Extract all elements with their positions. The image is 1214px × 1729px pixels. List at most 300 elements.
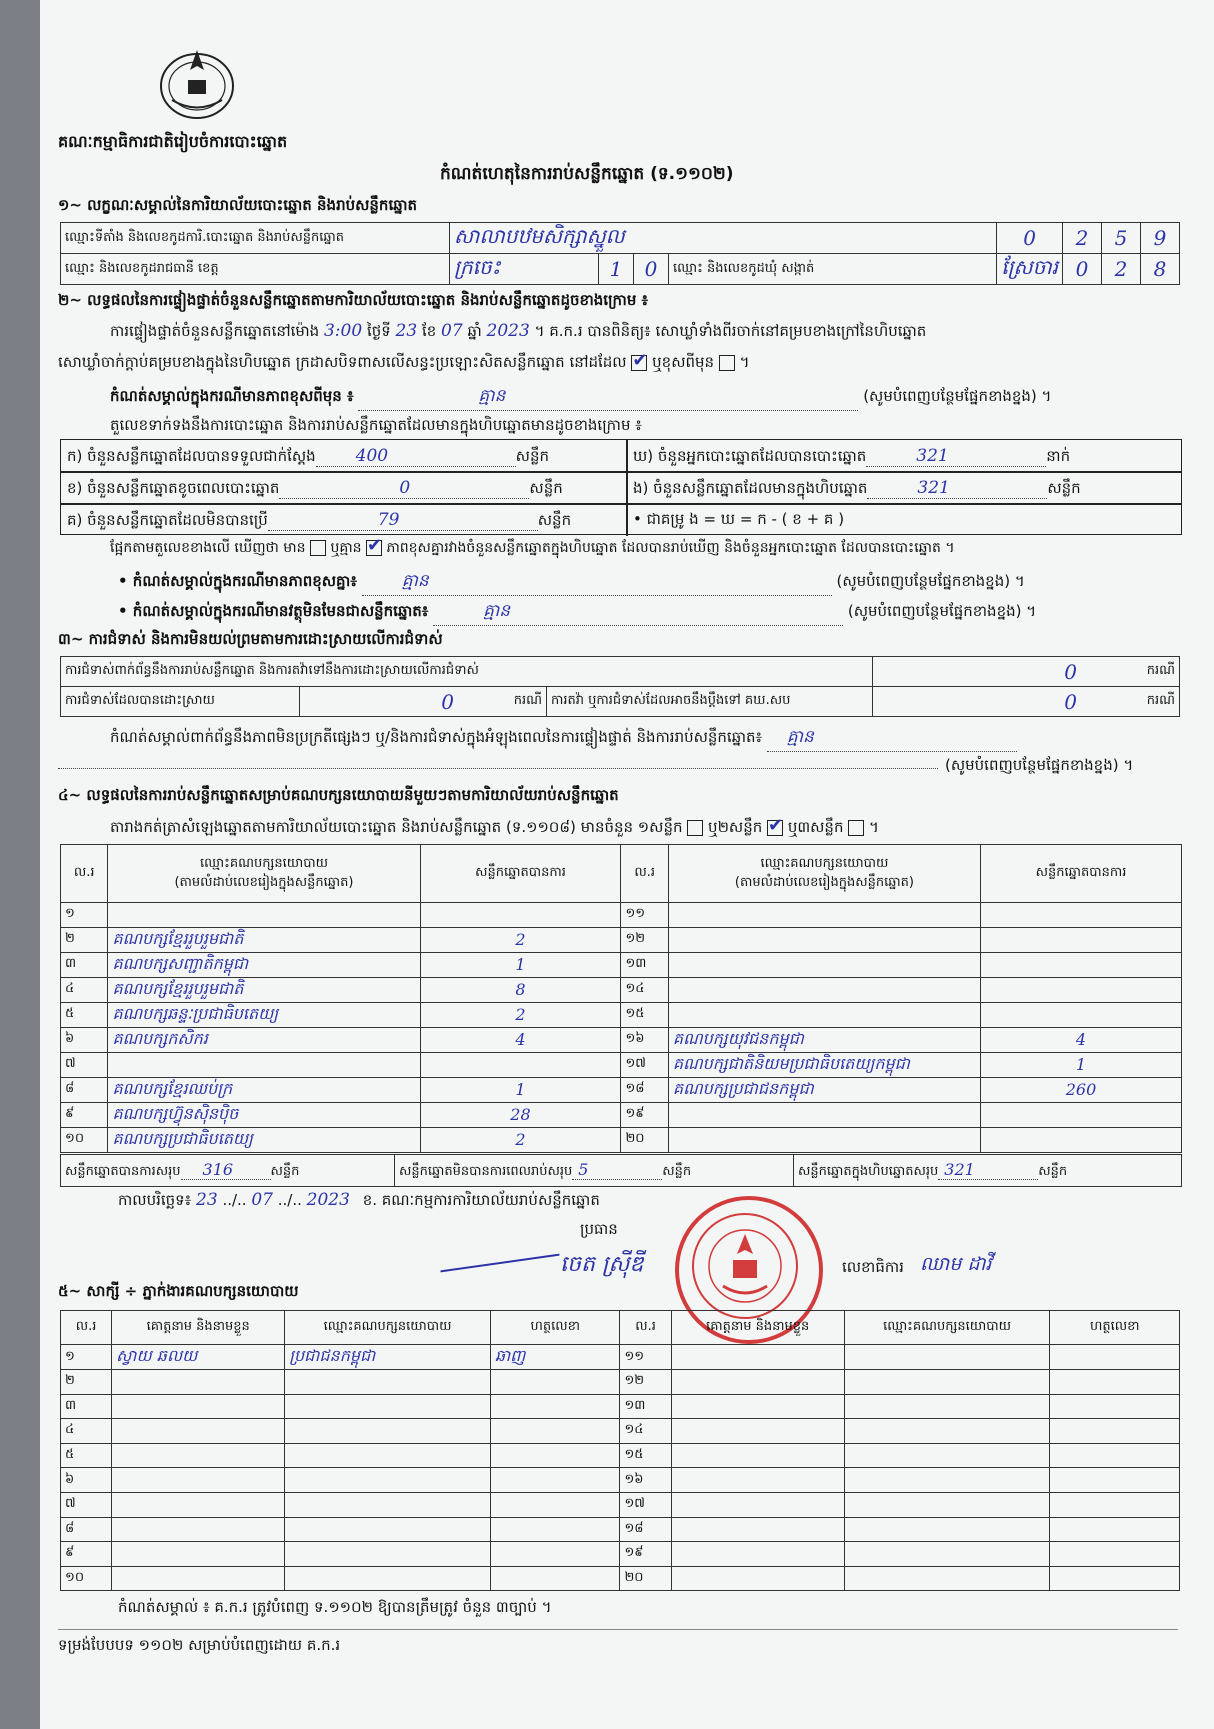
witness-name: [112, 1419, 285, 1444]
unchanged-checkbox[interactable]: [631, 355, 647, 371]
witness-signature: [490, 1419, 620, 1444]
day-label: ថ្ងៃទី: [366, 322, 391, 340]
row-number: ១៦: [620, 1468, 671, 1493]
row-number: ១៤: [620, 1419, 671, 1444]
witness-party: [844, 1345, 1050, 1370]
witness-name: [112, 1394, 285, 1419]
year-label: ឆ្នាំ: [467, 322, 482, 340]
unit-label: សន្លឹក: [1047, 479, 1081, 497]
unit-label: ករណី: [1081, 657, 1180, 687]
station-code-digit: 9: [1141, 223, 1180, 254]
section3-title: ៣~ ការជំទាស់ និងការមិនយល់ព្រមតាមការដោះស្រាយលើការជំទាស់: [58, 630, 443, 648]
witness-party: [844, 1443, 1050, 1468]
party-name: គណបក្សហ៊្វុនស៊ិនប៉ិច: [108, 1102, 420, 1127]
witness-party: [285, 1443, 491, 1468]
witness-signature: [490, 1542, 620, 1567]
numbers-intro: តួលេខទាក់ទងនឹងការបោះឆ្នោត និងការរាប់សន្លឹកឆ្នោតដែលមានក្នុងហិបឆ្នោតមានដូចខាងក្រោម ៖: [110, 416, 642, 434]
row-number: ១២: [621, 927, 668, 952]
station-name-value: សាលាបឋមសិក្សាស្នួល: [450, 223, 997, 254]
col-no-header: ល.រ: [61, 845, 108, 903]
form-note: ទម្រង់បែបបទ ១១០២ សម្រាប់បំពេញដោយ គ.ក.រ: [58, 1636, 341, 1654]
vote-count: 4: [420, 1027, 621, 1052]
fill-hint: (សូមបំពេញបន្ថែមផ្នែកខាងខ្នង) ។: [863, 387, 1052, 405]
voters-label: ឃ) ចំនួនអ្នកបោះឆ្នោតដែលបានបោះឆ្នោត: [633, 447, 867, 465]
difference-note-value: គ្មាន: [401, 571, 429, 591]
total-valid-cell: [61, 1155, 395, 1187]
witness-name: [671, 1492, 844, 1517]
row-number: ៩: [61, 1542, 112, 1567]
object-note-value: គ្មាន: [483, 601, 511, 621]
party-name: គណបក្សកសិករ: [108, 1027, 420, 1052]
date-month: 07: [251, 1190, 273, 1210]
col-party-title: ឈ្មោះគណបក្សនយោបាយ: [760, 855, 889, 871]
received-ballots-row: [67, 446, 549, 469]
witness-name: [112, 1492, 285, 1517]
row-number: ១៣: [621, 952, 668, 977]
row-number: ៥: [61, 1443, 112, 1468]
unit-label: សន្លឹក: [662, 1163, 692, 1179]
station-label: ឈ្មោះទីតាំង និងលេខកូដការិ.បោះឆ្នោត និងរាប់សន្លឹកឆ្នោត: [61, 223, 450, 254]
table-row: [61, 1566, 1180, 1591]
witness-name: [671, 1419, 844, 1444]
station-code-digit: 5: [1102, 223, 1141, 254]
has-difference-checkbox[interactable]: [310, 540, 326, 556]
check-time-value: 3:00: [323, 321, 363, 341]
col-party-title: ឈ្មោះគណបក្សនយោបាយ: [199, 855, 328, 871]
party-name: គណបក្សខ្មែរឈប់ក្រ: [108, 1077, 420, 1102]
row-number: ២: [61, 1370, 112, 1395]
compare-text-c: ភាពខុសគ្នារវាងចំនួនសន្លឹកឆ្នោតក្នុងហិបឆ្នោត ដែលបានរាប់ឃើញ និងចំនួនអ្នកបោះឆ្នោត ដែលបានបោះឆ្នោត ។: [386, 540, 955, 556]
witness-name: [671, 1443, 844, 1468]
unit-label: សន្លឹក: [515, 447, 549, 465]
appeal-value: 0: [873, 687, 1082, 717]
ballot-count-box: [60, 439, 1182, 535]
party-name: គណបក្សយុវជនកម្ពុជា: [668, 1027, 980, 1052]
check-time-text-end: ។ គ.ក.រ បានពិនិត្យ៖ សោឃ្លាំទាំងពីរចាក់នៅគម្របខាងក្រៅនៃហិបឆ្នោត: [534, 322, 927, 340]
vote-count: [980, 903, 1181, 928]
ballots-in-box-row: [633, 478, 1081, 501]
vote-count: [980, 1002, 1181, 1027]
irregularity-note-continuation: [58, 768, 938, 769]
fill-hint: (សូមបំពេញបន្ថែមផ្នែកខាងខ្នង) ។: [836, 572, 1025, 590]
footnote: កំណត់សម្គាល់ ៖ គ.ក.រ ត្រូវបំពេញ ទ.១១០២ ឱ្យបានត្រឹមត្រូវ ចំនួន ៣ច្បាប់ ។: [118, 1598, 552, 1616]
row-number: ១៤: [621, 977, 668, 1002]
row-number: ១៧: [621, 1052, 668, 1077]
table-row: [61, 1468, 1180, 1493]
row-number: ២០: [620, 1566, 671, 1591]
fill-hint: (សូមបំពេញបន្ថែមផ្នែកខាងខ្នង) ។: [847, 602, 1037, 620]
row-number: ៤: [61, 1419, 112, 1444]
irregularity-note-label: កំណត់សម្គាល់ពាក់ព័ន្ធនឹងភាពមិនប្រក្រតីផ្សេងៗ ឬ/និងការជំទាស់ក្នុងអំឡុងពេលនៃការផ្ទៀងផ្ទាត់ និងការរាប់សន្លឹកឆ្នោត៖: [110, 728, 763, 746]
witness-party: [285, 1370, 491, 1395]
witness-signature: [490, 1370, 620, 1395]
nec-emblem-icon: [152, 40, 242, 122]
witness-signature: [1050, 1517, 1180, 1542]
col-party-subtitle: (តាមលំដាប់លេខរៀងក្នុងសន្លឹកឆ្នោត): [734, 874, 914, 890]
year-value: 2023: [486, 321, 530, 341]
date-year: 2023: [306, 1190, 350, 1210]
total-invalid-cell: [395, 1155, 794, 1187]
witness-party: [844, 1394, 1050, 1419]
chair-signature: ចេត ស្រ៊ីឌី: [560, 1252, 644, 1277]
witness-name: [112, 1370, 285, 1395]
row-number: ១៨: [620, 1517, 671, 1542]
col-sign-header: ហត្ថលេខា: [490, 1311, 620, 1345]
witness-signature: [1050, 1542, 1180, 1567]
spoiled-label: ខ) ចំនួនសន្លឹកឆ្នោតខូចពេលបោះឆ្នោត: [67, 479, 280, 497]
party-results-table: [60, 844, 1182, 1153]
row-number: ៣: [61, 952, 108, 977]
vote-count: 260: [980, 1077, 1181, 1102]
witness-signature: ឆាញ: [490, 1345, 620, 1370]
witness-party: [844, 1566, 1050, 1591]
witness-signature: [1050, 1345, 1180, 1370]
unused-ballots-row: [67, 510, 571, 533]
witness-signature: [490, 1492, 620, 1517]
witness-party: [285, 1468, 491, 1493]
col-name-header: គោត្តនាម និងនាមខ្លួន: [112, 1311, 285, 1345]
seal-note-line: [110, 385, 1170, 411]
total-box-cell: [794, 1155, 1182, 1187]
day-value: 23: [395, 321, 418, 341]
formula: • ជាគម្រូ ង = ឃ = ក - ( ខ + គ ): [633, 510, 845, 528]
unit-label: សន្លឹក: [537, 511, 572, 529]
seal-status-text: សោឃ្លាំចាក់ក្ដាប់គម្របខាងក្នុងនៃហិបឆ្នោត ក្រដាសបិទពាសលើសន្ធះប្រឡោះសិតសន្លឹកឆ្នោត នៅដដែល: [58, 353, 627, 371]
vote-count: 1: [420, 1077, 621, 1102]
object-note-line: [118, 600, 1036, 626]
province-code-digit: 1: [599, 254, 634, 285]
two-sheets-label: ឬ២សន្លឹក: [708, 818, 763, 836]
unit-label: នាក់: [1046, 447, 1071, 465]
witness-party: [285, 1492, 491, 1517]
witness-party: [844, 1492, 1050, 1517]
seal-note-value: គ្មាន: [478, 386, 506, 406]
row-number: ១២: [620, 1370, 671, 1395]
station-code-digit: 0: [997, 223, 1063, 254]
compare-line: [110, 538, 955, 559]
vote-count: [420, 1052, 621, 1077]
col-party-subtitle: (តាមលំដាប់លេខរៀងក្នុងសន្លឹកឆ្នោត): [174, 874, 354, 890]
one-sheet-checkbox[interactable]: [687, 820, 703, 836]
vote-count: [980, 927, 1181, 952]
received-value: 400: [355, 446, 389, 466]
difference-note-line: [118, 570, 1025, 596]
col-votes-header: សន្លឹកឆ្នោតបានការ: [980, 845, 1181, 903]
voters-row: [633, 446, 1070, 469]
table-row: [61, 1492, 1180, 1517]
witness-name: [671, 1394, 844, 1419]
row-number: ៨: [61, 1077, 108, 1102]
row-number: ៣: [61, 1394, 112, 1419]
party-name: គណបក្សខ្មែររួបរួមជាតិ: [108, 927, 420, 952]
party-name: [668, 977, 980, 1002]
witness-signature: [1050, 1370, 1180, 1395]
irregularity-note-value: គ្មាន: [786, 727, 814, 747]
province-code-digit: 0: [634, 254, 669, 285]
witness-name: [671, 1468, 844, 1493]
table-row: [61, 977, 1182, 1002]
three-sheets-checkbox[interactable]: [848, 820, 864, 836]
vote-count: [980, 952, 1181, 977]
party-name: [108, 903, 420, 928]
row-number: ១៦: [621, 1027, 668, 1052]
section4-title: ៤~ លទ្ធផលនៃការរាប់សន្លឹកឆ្នោតសម្រាប់គណបក្សនយោបាយនីមួយៗតាមការិយាល័យរាប់សន្លឹកឆ្នោត: [58, 786, 619, 804]
col-votes-header: សន្លឹកឆ្នោតបានការ: [420, 845, 621, 903]
table-row: [61, 1027, 1182, 1052]
witness-rows: [61, 1345, 1180, 1591]
unit-label: ករណី: [458, 687, 547, 717]
changed-label: ឬខុសពីមុន: [652, 353, 715, 371]
objections-table: [60, 656, 1180, 717]
vote-count: [980, 1102, 1181, 1127]
witness-signature: [490, 1566, 620, 1591]
table-row: [61, 1370, 1180, 1395]
witness-signature: [490, 1517, 620, 1542]
party-name: [668, 903, 980, 928]
table-row: [61, 1443, 1180, 1468]
party-name: [108, 1052, 420, 1077]
row-number: ១: [61, 1345, 112, 1370]
vote-count: 2: [420, 1127, 621, 1152]
row-number: ១០: [61, 1566, 112, 1591]
vote-count: 4: [980, 1027, 1181, 1052]
vote-count: 2: [420, 1002, 621, 1027]
date-label: កាលបរិច្ឆេទ៖: [118, 1191, 192, 1209]
fill-hint: (សូមបំពេញបន្ថែមផ្នែកខាងខ្នង) ។: [945, 756, 1134, 774]
row-number: ១៩: [620, 1542, 671, 1567]
party-name: គណបក្សសញ្ជាតិកម្ពុជា: [108, 952, 420, 977]
commune-code-digit: 8: [1141, 254, 1180, 285]
table-row: [61, 1394, 1180, 1419]
witness-name: [671, 1370, 844, 1395]
document-title: កំណត់ហេតុនៃការរាប់សន្លឹកឆ្នោត (ទ.១១០២): [440, 164, 734, 184]
two-sheets-checkbox[interactable]: [767, 820, 783, 836]
secretary-signature: ឈាម ដាវី: [920, 1253, 992, 1275]
committee-label: ខ. គណៈកម្មការការិយាល័យរាប់សន្លឹកឆ្នោត: [362, 1191, 600, 1209]
row-number: ១១: [621, 903, 668, 928]
vote-count: [420, 903, 621, 928]
witness-party: [844, 1517, 1050, 1542]
province-label: ឈ្មោះ និងលេខកូដរាជធានី ខេត្ត: [61, 254, 450, 285]
committee-name: គណៈកម្មាធិការជាតិរៀបចំការបោះឆ្នោត: [58, 132, 288, 151]
party-name: គណបក្សជាតិនិយមប្រជាធិបតេយ្យកម្ពុជា: [668, 1052, 980, 1077]
polling-station-table: [60, 222, 1180, 285]
row-number: ២: [61, 927, 108, 952]
witness-party: [285, 1542, 491, 1567]
unit-label: សន្លឹក: [529, 479, 563, 497]
total-box-value: 321: [944, 1159, 975, 1179]
row-number: ២០: [621, 1127, 668, 1152]
row-number: ១៥: [620, 1443, 671, 1468]
table-row: [61, 1077, 1182, 1102]
witness-name: [671, 1542, 844, 1567]
object-note-label: • កំណត់សម្គាល់ក្នុងករណីមានវត្ថុមិនមែនជាសន្លឹកឆ្នោត៖: [118, 602, 429, 620]
secretary-label: លេខាធិការ: [842, 1258, 904, 1276]
col-no-header: ល.រ: [621, 845, 668, 903]
commune-label: ឈ្មោះ និងលេខកូដឃុំ សង្កាត់: [669, 254, 997, 285]
table-row: [61, 1517, 1180, 1542]
received-label: ក) ចំនួនសន្លឹកឆ្នោតដែលបានទទួលជាក់ស្ដែង: [67, 447, 316, 465]
witness-name: [112, 1566, 285, 1591]
commune-value: ស្រែចារ: [997, 254, 1063, 285]
form-sheet: [40, 0, 1214, 1729]
totals-table: [60, 1154, 1182, 1187]
witness-name: [112, 1443, 285, 1468]
unused-label: គ) ចំនួនសន្លឹកឆ្នោតដែលមិនបានប្រើ: [67, 511, 268, 529]
party-name: [668, 1002, 980, 1027]
month-label: ខែ: [421, 322, 437, 340]
section5-title: ៥~ សាក្សី ÷ ភ្នាក់ងារគណបក្សនយោបាយ: [58, 1282, 299, 1300]
compare-text-a: ផ្អែកតាមតួលេខខាងលើ ឃើញថា មាន: [110, 540, 306, 556]
total-valid-label: សន្លឹកឆ្នោតបានការសរុប: [65, 1163, 181, 1179]
date-line: កាលបរិច្ឆេទ៖ 23 ../.. 07 ../.. 2023 ខ. គណៈកម្មការការិយាល័យរាប់សន្លឹកឆ្នោត: [118, 1190, 600, 1210]
witness-signature: [1050, 1394, 1180, 1419]
witness-party: [285, 1419, 491, 1444]
signature-stroke: [440, 1254, 559, 1273]
row-number: ៦: [61, 1027, 108, 1052]
commune-code-digit: 0: [1063, 254, 1102, 285]
party-name: [668, 952, 980, 977]
col-party-header: ឈ្មោះគណបក្សនយោបាយ: [844, 1311, 1050, 1345]
row-number: ១១: [620, 1345, 671, 1370]
witness-party: [285, 1517, 491, 1542]
ballots-in-box-label: ង) ចំនួនសន្លឹកឆ្នោតដែលមានក្នុងហិបឆ្នោត: [633, 479, 868, 497]
col-party-header: [668, 845, 980, 903]
vote-count: 1: [420, 952, 621, 977]
unit-label: ករណី: [1081, 687, 1180, 717]
station-code-digit: 2: [1063, 223, 1102, 254]
table-row: [61, 927, 1182, 952]
witness-signature: [490, 1394, 620, 1419]
unit-label: សន្លឹក: [1038, 1163, 1068, 1179]
vote-count: 1: [980, 1052, 1181, 1077]
row-number: ៤: [61, 977, 108, 1002]
check-time-line: [110, 321, 926, 344]
party-name: [668, 1102, 980, 1127]
row-number: ១: [61, 903, 108, 928]
table-row: [61, 952, 1182, 977]
resolved-label: ការជំទាស់ដែលបានដោះស្រាយ: [61, 687, 300, 717]
commune-code-digit: 2: [1102, 254, 1141, 285]
total-valid-value: 316: [202, 1159, 234, 1179]
row-number: ៧: [61, 1052, 108, 1077]
row-number: ១៣: [620, 1394, 671, 1419]
row-number: ៨: [61, 1517, 112, 1542]
witness-party: [844, 1370, 1050, 1395]
vote-count: 2: [420, 927, 621, 952]
row-number: ៦: [61, 1468, 112, 1493]
col-party-header: [108, 845, 420, 903]
party-name: គណបក្សខ្មែររួបរួមជាតិ: [108, 977, 420, 1002]
divider: [58, 1629, 1178, 1630]
party-name: គណបក្សប្រជាជនកម្ពុជា: [668, 1077, 980, 1102]
table-row: [61, 1127, 1182, 1152]
objections-label: ការជំទាស់ពាក់ព័ន្ធនឹងការរាប់សន្លឹកឆ្នោត និងការតវ៉ាទៅនឹងការដោះស្រាយលើការជំទាស់: [61, 657, 873, 687]
witness-party: ប្រជាជនកម្ពុជា: [285, 1345, 491, 1370]
table-row: [61, 1542, 1180, 1567]
col-no-header: ល.រ: [61, 1311, 112, 1345]
witness-signature: [1050, 1492, 1180, 1517]
sheets-label: តារាងកត់ត្រាសំឡេងឆ្នោតតាមការិយាល័យបោះឆ្នោត និងរាប់សន្លឹកឆ្នោត (ទ.១១០៨) មានចំនួន ១សន្លឹក: [110, 818, 683, 836]
no-difference-checkbox[interactable]: [366, 540, 382, 556]
witness-party: [844, 1542, 1050, 1567]
table-row: [61, 1002, 1182, 1027]
witness-signature: [1050, 1566, 1180, 1591]
party-name: គណបក្សប្រជាធិបតេយ្យ: [108, 1127, 420, 1152]
party-name: [668, 927, 980, 952]
table-row: [61, 1419, 1180, 1444]
col-no-header: ល.រ: [620, 1311, 671, 1345]
witness-name: [112, 1542, 285, 1567]
total-invalid-label: សន្លឹកឆ្នោតមិនបានការពេលរាប់សរុប: [399, 1163, 573, 1179]
section1-title: ១~ លក្ខណៈសម្គាល់នៃការិយាល័យបោះឆ្នោត និងរាប់សន្លឹកឆ្នោត: [58, 196, 418, 214]
table-row: [61, 1102, 1182, 1127]
spoiled-value: 0: [399, 478, 411, 498]
row-number: ៩: [61, 1102, 108, 1127]
witness-party: [844, 1419, 1050, 1444]
table-row: [61, 903, 1182, 928]
party-rows: [61, 903, 1182, 1153]
irregularity-note-line: [110, 726, 1017, 752]
difference-note-label: • កំណត់សម្គាល់ក្នុងករណីមានភាពខុសគ្នា៖: [118, 572, 357, 590]
witness-party: [844, 1468, 1050, 1493]
witness-signature: [490, 1468, 620, 1493]
row-number: ៧: [61, 1492, 112, 1517]
witness-name: [112, 1468, 285, 1493]
witness-name: [671, 1345, 844, 1370]
objections-value: 0: [873, 657, 1082, 687]
check-time-text: ការផ្ទៀងផ្ទាត់ចំនួនសន្លឹកឆ្នោតនៅម៉ោង: [110, 322, 320, 340]
resolved-value: 0: [300, 687, 459, 717]
date-day: 23: [196, 1190, 218, 1210]
party-name: គណបក្សឆន្ទៈប្រជាធិបតេយ្យ: [108, 1002, 420, 1027]
three-sheets-label: ឬ៣សន្លឹក: [787, 818, 844, 836]
changed-checkbox[interactable]: [719, 355, 735, 371]
witness-name: [671, 1517, 844, 1542]
row-number: ១៩: [621, 1102, 668, 1127]
row-number: ១៨: [621, 1077, 668, 1102]
party-name: [668, 1127, 980, 1152]
seal-status-line: សោឃ្លាំចាក់ក្ដាប់គម្របខាងក្នុងនៃហិបឆ្នោត ក្រដាសបិទពាសលើសន្ធះប្រឡោះសិតសន្លឹកឆ្នោត នៅដដែល ✔ ឬខុសពីមុន ។: [58, 353, 749, 375]
unused-value: 79: [377, 510, 400, 530]
row-number: ៥: [61, 1002, 108, 1027]
witness-name: [671, 1566, 844, 1591]
row-number: ១៧: [620, 1492, 671, 1517]
table-row: [61, 1052, 1182, 1077]
witness-party: [285, 1566, 491, 1591]
witness-signature: [490, 1443, 620, 1468]
vote-count: 8: [420, 977, 621, 1002]
unit-label: សន្លឹក: [270, 1163, 300, 1179]
appeal-label: ការតវ៉ា ឬការជំទាស់ដែលអាចនឹងប្ដឹងទៅ គឃ.សប: [547, 687, 873, 717]
col-name-header: គោត្តនាម និងនាមខ្លួន: [671, 1311, 844, 1345]
col-sign-header: ហត្ថលេខា: [1050, 1311, 1180, 1345]
seal-note-label: កំណត់សម្គាល់ក្នុងករណីមានភាពខុសពីមុន ៖: [110, 387, 354, 405]
spoiled-ballots-row: [67, 478, 563, 501]
month-value: 07: [441, 321, 463, 341]
vote-count: [980, 977, 1181, 1002]
witness-name: ស្វាយ ឆលយ: [112, 1345, 285, 1370]
ballots-in-box-value: 321: [917, 478, 950, 498]
section4-subtitle: តារាងកត់ត្រាសំឡេងឆ្នោតតាមការិយាល័យបោះឆ្នោត និងរាប់សន្លឹកឆ្នោត (ទ.១១០៨) មានចំនួន ១សន្លឹក ឬ២សន្លឹក ✔ ឬ៣សន្លឹក ។: [110, 818, 879, 840]
province-value: ក្រចេះ: [450, 254, 599, 285]
witness-signature: [1050, 1443, 1180, 1468]
chair-label: ប្រធាន: [580, 1220, 618, 1238]
compare-text-b: ឬគ្មាន: [330, 540, 362, 556]
table-row: [61, 1345, 1180, 1370]
total-invalid-value: 5: [578, 1159, 589, 1179]
witness-signature: [1050, 1468, 1180, 1493]
